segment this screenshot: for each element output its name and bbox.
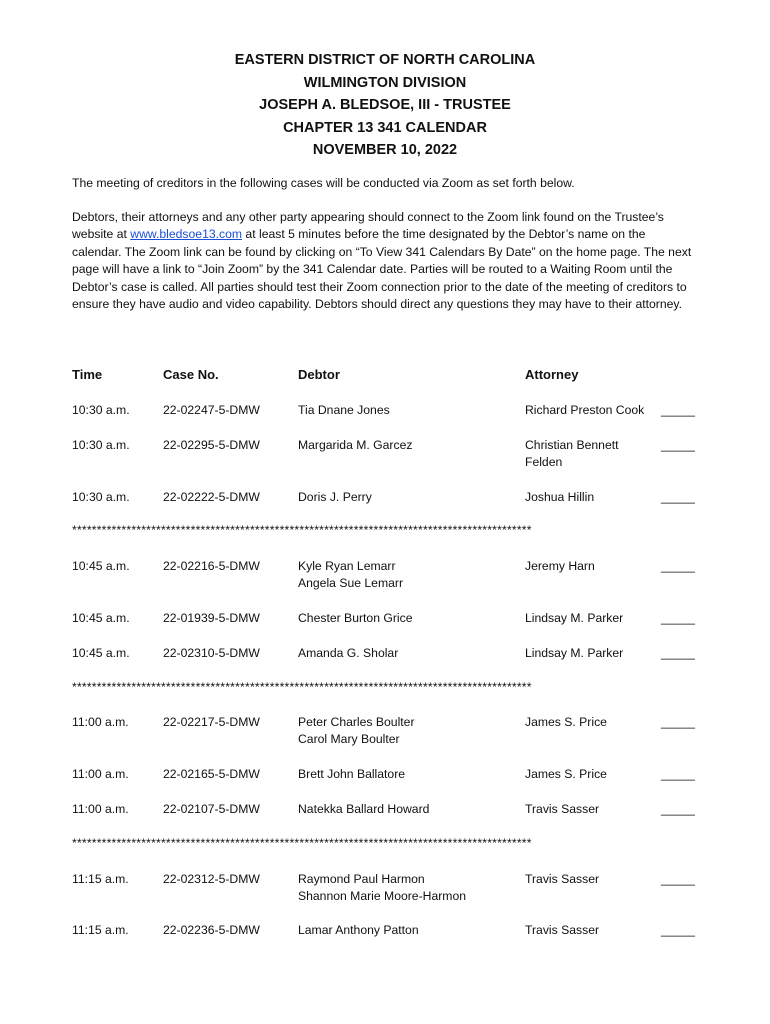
row-time: 11:00 a.m. <box>72 802 129 816</box>
attorney-name: Lindsay M. Parker <box>525 646 624 660</box>
row-time: 10:30 a.m. <box>72 438 130 452</box>
debtor-name: Margarida M. Garcez <box>298 438 413 452</box>
row-case-number: 22-02310-5-DMW <box>163 646 260 660</box>
row-debtor <box>298 402 390 419</box>
debtor-name: Peter Charles Boulter <box>298 715 415 729</box>
attorney-name: Travis Sasser <box>525 872 600 886</box>
row-attorney <box>525 558 595 575</box>
separator-line: ********************************************************************************************* <box>72 836 532 850</box>
row-attorney <box>525 489 594 506</box>
row-time: 11:00 a.m. <box>72 715 129 729</box>
attorney-name: Travis Sasser <box>525 802 600 816</box>
column-header-time: Time <box>72 367 103 382</box>
row-attorney <box>525 402 644 419</box>
row-case-number: 22-01939-5-DMW <box>163 611 260 625</box>
joint-debtor-name: Shannon Marie Moore-Harmon <box>298 889 466 904</box>
row-attorney <box>525 714 607 731</box>
row-check-blank: _____ <box>661 438 695 452</box>
attorney-name: James S. Price <box>525 767 607 781</box>
attorney-name: James S. Price <box>525 715 607 729</box>
debtor-name: Brett John Ballatore <box>298 767 406 781</box>
row-debtor <box>298 922 419 939</box>
trustee-website-link[interactable]: www.bledsoe13.com <box>130 227 243 242</box>
row-check-blank: _____ <box>661 767 695 781</box>
debtor-name: Kyle Ryan Lemarr <box>298 559 396 573</box>
row-attorney <box>525 610 623 627</box>
attorney-name: Jeremy Harn <box>525 559 595 573</box>
row-time: 11:15 a.m. <box>72 872 129 886</box>
column-header-debtor: Debtor <box>298 367 340 382</box>
row-time: 10:30 a.m. <box>72 403 130 417</box>
row-attorney <box>525 801 599 818</box>
row-case-number: 22-02216-5-DMW <box>163 559 260 573</box>
row-check-blank: _____ <box>661 403 695 417</box>
column-header-case: Case No. <box>163 367 219 382</box>
row-debtor <box>298 645 398 662</box>
row-check-blank: _____ <box>661 802 695 816</box>
joint-debtor-name: Angela Sue Lemarr <box>298 576 404 591</box>
row-attorney <box>525 645 623 662</box>
row-case-number: 22-02222-5-DMW <box>163 490 260 504</box>
row-case-number: 22-02236-5-DMW <box>163 923 260 937</box>
attorney-name-continued: Felden <box>525 455 563 470</box>
attorney-name: Joshua Hillin <box>525 490 595 504</box>
row-check-blank: _____ <box>661 646 695 660</box>
intro-paragraph-1: The meeting of creditors in the following cases will be conducted via Zoom as set forth below. <box>72 176 575 190</box>
row-attorney <box>525 766 607 783</box>
header-date: NOVEMBER 10, 2022 <box>312 142 458 159</box>
debtor-name: Lamar Anthony Patton <box>298 923 419 937</box>
row-debtor <box>298 610 412 627</box>
debtor-name: Raymond Paul Harmon <box>298 872 425 886</box>
row-case-number: 22-02217-5-DMW <box>163 715 260 729</box>
attorney-name: Travis Sasser <box>525 923 600 937</box>
separator-line: ********************************************************************************************* <box>72 523 532 537</box>
row-case-number: 22-02247-5-DMW <box>163 403 260 417</box>
intro-paragraph-2 <box>72 209 698 313</box>
row-debtor <box>298 558 403 593</box>
debtor-name: Chester Burton Grice <box>298 611 413 625</box>
row-time: 11:15 a.m. <box>72 923 129 937</box>
debtor-name: Natekka Ballard Howard <box>298 802 430 816</box>
debtor-name: Tia Dnane Jones <box>298 403 390 417</box>
row-time: 10:30 a.m. <box>72 490 130 504</box>
row-case-number: 22-02107-5-DMW <box>163 802 260 816</box>
debtor-name: Amanda G. Sholar <box>298 646 399 660</box>
document-header <box>0 49 770 162</box>
column-header-attorney: Attorney <box>525 367 579 382</box>
row-debtor <box>298 437 412 454</box>
row-check-blank: _____ <box>661 872 695 886</box>
row-check-blank: _____ <box>661 559 695 573</box>
row-time: 10:45 a.m. <box>72 559 130 573</box>
row-case-number: 22-02295-5-DMW <box>163 438 260 452</box>
header-district: EASTERN DISTRICT OF NORTH CAROLINA <box>234 52 536 68</box>
row-debtor <box>298 489 372 506</box>
row-time: 11:00 a.m. <box>72 767 129 781</box>
row-debtor <box>298 714 415 749</box>
row-time: 10:45 a.m. <box>72 611 130 625</box>
attorney-name: Lindsay M. Parker <box>525 611 624 625</box>
separator-line: ********************************************************************************************* <box>72 680 532 694</box>
row-debtor <box>298 801 429 818</box>
row-case-number: 22-02165-5-DMW <box>163 767 260 781</box>
row-attorney <box>525 922 599 939</box>
row-check-blank: _____ <box>661 923 695 937</box>
row-time: 10:45 a.m. <box>72 646 130 660</box>
row-check-blank: _____ <box>661 611 695 625</box>
intro-text-before-link: Debtors, their attorneys and any other party appearing should connect to the Zoom link found on the Trustee’s website at <box>72 210 664 242</box>
row-debtor <box>298 766 405 783</box>
row-attorney <box>525 437 619 472</box>
row-check-blank: _____ <box>661 715 695 729</box>
row-case-number: 22-02312-5-DMW <box>163 872 260 886</box>
row-check-blank: _____ <box>661 490 695 504</box>
joint-debtor-name: Carol Mary Boulter <box>298 732 400 747</box>
header-division: WILMINGTON DIVISION <box>303 74 467 91</box>
attorney-name: Richard Preston Cook <box>525 403 645 417</box>
row-debtor <box>298 871 466 906</box>
intro-text-after-link: at least 5 minutes before the time designated by the Debtor’s name on the calendar. The Zoom link can be found by clicking on “To View 341 Calendars By Date” on the home page. The next page will have a link to “Join Zoom” by the 341 Calendar date. Parties will be routed to a Waiting Room until the Debtor’s case is called. All parties should test their Zoom connection prior to the date of the meeting of creditors to ensure they have audio and video capability. Debtors should direct any questions they may have to their attorney. <box>72 227 692 312</box>
header-trustee: JOSEPH A. BLEDSOE, III - TRUSTEE <box>259 97 511 114</box>
debtor-name: Doris J. Perry <box>298 490 372 504</box>
header-calendar-title: CHAPTER 13 341 CALENDAR <box>283 119 487 136</box>
row-attorney <box>525 871 599 888</box>
attorney-name: Christian Bennett <box>525 438 619 452</box>
